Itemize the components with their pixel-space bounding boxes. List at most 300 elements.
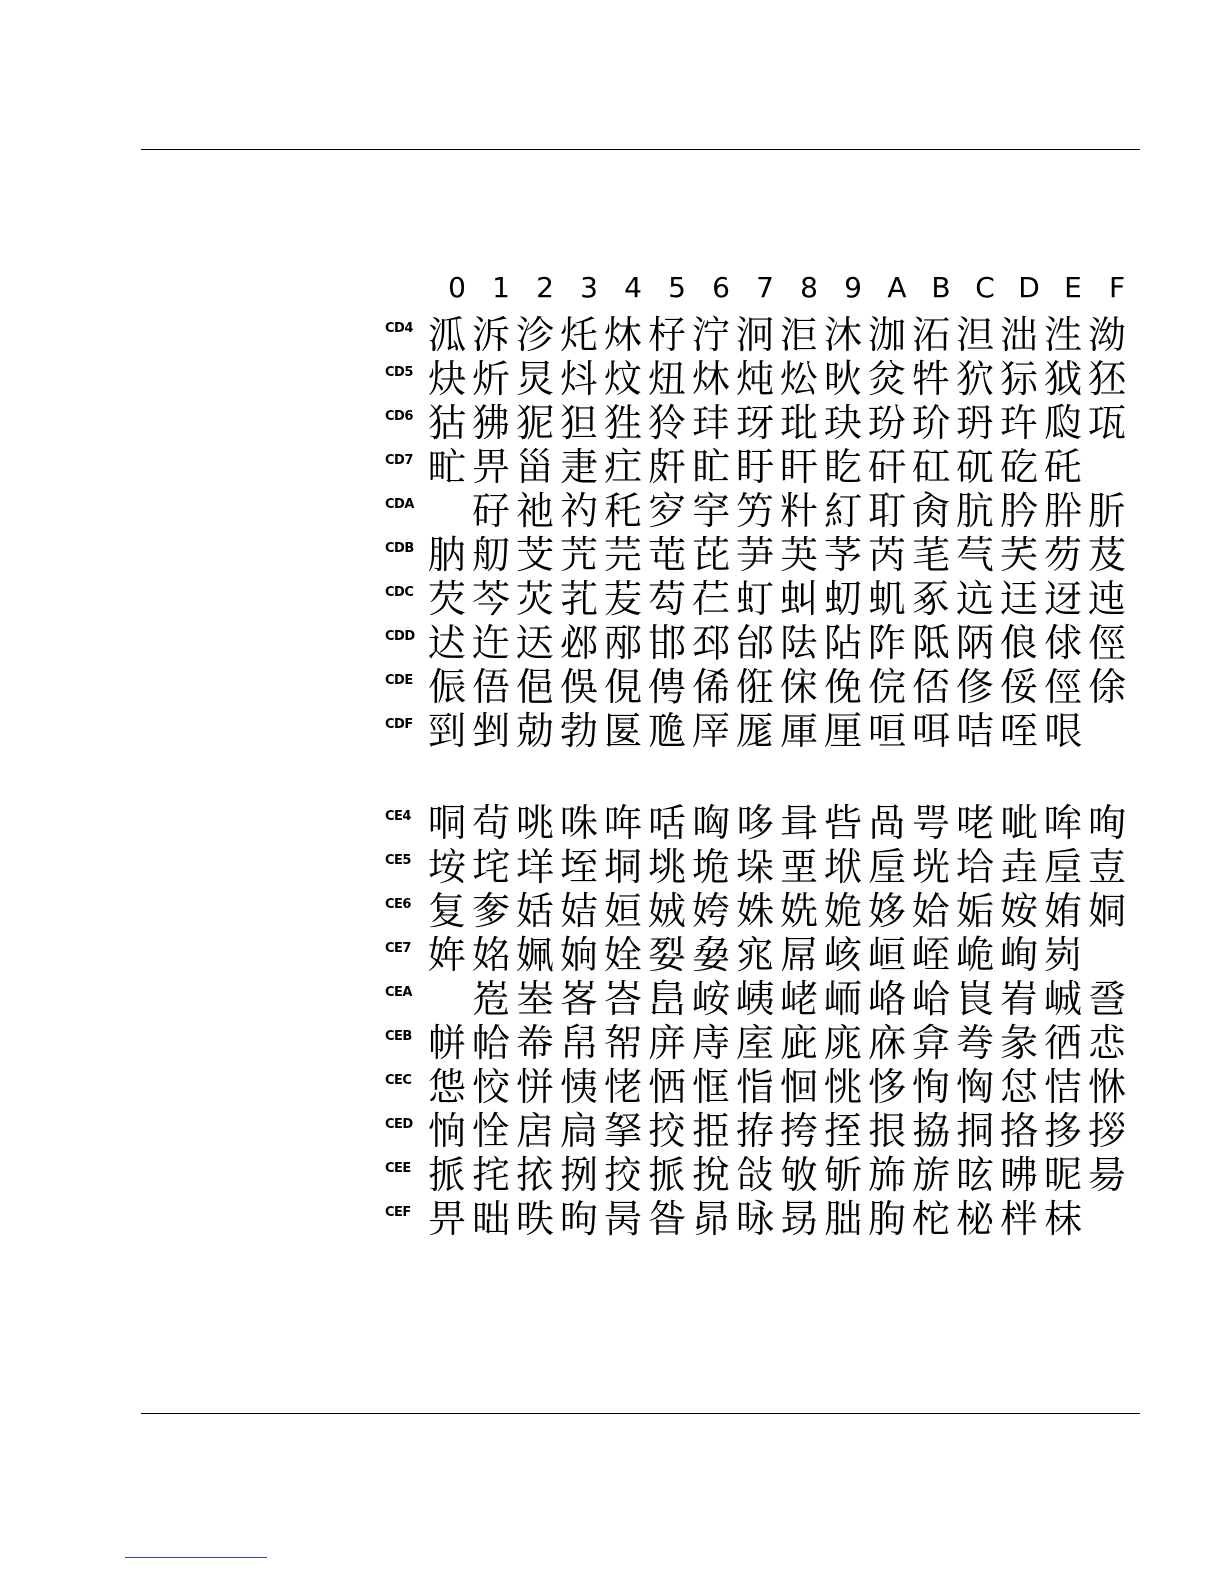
glyph-cell: 峞 <box>471 977 510 1021</box>
column-header-2: 2 <box>536 271 554 304</box>
glyph-cell: 垞 <box>471 845 510 889</box>
table-row <box>385 709 1145 753</box>
glyph-cell: 瓨 <box>1087 401 1126 445</box>
glyph-cell: 枺 <box>1043 1197 1082 1241</box>
glyph-cell: 舠 <box>471 533 510 577</box>
glyph-cell: 矺 <box>1043 445 1082 489</box>
glyph-cell: 恓 <box>647 1065 686 1109</box>
glyph-cell: 狖 <box>955 357 994 401</box>
row-code-label: CED <box>385 1117 413 1132</box>
glyph-cell: 咥 <box>999 709 1038 753</box>
glyph-cell: 姽 <box>823 889 862 933</box>
table-row <box>385 933 1145 977</box>
glyph-cell: 姱 <box>691 889 730 933</box>
glyph-cell: 俇 <box>735 665 774 709</box>
table-row <box>385 313 1145 357</box>
glyph-cell: 肣 <box>999 489 1038 533</box>
glyph-cell: 俢 <box>955 665 994 709</box>
glyph-cell: 狑 <box>647 401 686 445</box>
column-header-e: E <box>1064 271 1082 304</box>
glyph-cell: 恔 <box>471 1065 510 1109</box>
row-code-label: CDF <box>385 717 413 732</box>
glyph-cell: 阺 <box>911 621 950 665</box>
table-row <box>385 977 1145 1021</box>
glyph-cell: 迒 <box>955 577 994 621</box>
glyph-cell: 庤 <box>691 1021 730 1065</box>
table-row <box>385 1021 1145 1065</box>
glyph-cell: 恄 <box>1043 1065 1082 1109</box>
glyph-cell: 挩 <box>691 1153 730 1197</box>
glyph-cell: 拹 <box>911 1109 950 1153</box>
glyph-cell: 甾 <box>515 445 554 489</box>
glyph-cell: 峇 <box>603 977 642 1021</box>
glyph-cell: 恂 <box>911 1065 950 1109</box>
row-code-label: CE4 <box>385 809 411 824</box>
glyph-cell: 挍 <box>647 1109 686 1153</box>
glyph-cell: 泒 <box>427 313 466 357</box>
glyph-cell: 泂 <box>735 313 774 357</box>
table-row <box>385 445 1145 489</box>
glyph-cell: 邴 <box>603 621 642 665</box>
glyph-cell: 勀 <box>515 709 554 753</box>
glyph-cell: 姶 <box>911 889 950 933</box>
glyph-cell: 厙 <box>779 709 818 753</box>
glyph-cell: 芴 <box>1043 533 1082 577</box>
row-code-label: CEA <box>385 985 412 1000</box>
glyph-cell: 垤 <box>559 845 598 889</box>
glyph-cell: 挒 <box>559 1153 598 1197</box>
glyph-cell: 炓 <box>559 357 598 401</box>
glyph-cell: 灹 <box>559 313 598 357</box>
column-header-9: 9 <box>844 271 862 304</box>
glyph-cell: 咭 <box>955 709 994 753</box>
glyph-cell <box>1085 1197 1129 1241</box>
glyph-cell: 弇 <box>911 1021 950 1065</box>
glyph-cell: 勃 <box>559 709 598 753</box>
glyph-cell: 徆 <box>1043 1021 1082 1065</box>
glyph-cell: 峗 <box>955 933 994 977</box>
glyph-cell: 虯 <box>779 577 818 621</box>
glyph-cell: 恟 <box>955 1065 994 1109</box>
glyph-cell: 俉 <box>471 665 510 709</box>
glyph-cell: 挓 <box>471 1153 510 1197</box>
glyph-cell: 昜 <box>1087 1153 1126 1197</box>
glyph-cell: 咾 <box>955 801 994 845</box>
glyph-cell: 狘 <box>1043 357 1082 401</box>
glyph-cell: 姝 <box>735 889 774 933</box>
glyph-cell: 炆 <box>603 357 642 401</box>
column-header-3: 3 <box>580 271 598 304</box>
glyph-cell: 挃 <box>823 1109 862 1153</box>
glyph-cell: 怷 <box>1087 1021 1126 1065</box>
glyph-cell: 芚 <box>647 533 686 577</box>
footnote-rule <box>125 1557 267 1558</box>
column-header-5: 5 <box>668 271 686 304</box>
row-code-label: CD5 <box>385 365 413 380</box>
glyph-cell: 竻 <box>735 489 774 533</box>
glyph-cell: 恅 <box>603 1065 642 1109</box>
glyph-cell: 峈 <box>867 977 906 1021</box>
glyph-cell: 扂 <box>515 1109 554 1153</box>
glyph-cell: 肭 <box>427 533 466 577</box>
code-table-block-cd <box>385 313 1145 753</box>
glyph-cell: 俋 <box>515 665 554 709</box>
glyph-cell: 阼 <box>867 621 906 665</box>
glyph-cell: 泹 <box>955 313 994 357</box>
glyph-cell: 俅 <box>1043 621 1082 665</box>
glyph-cell: 厘 <box>823 709 862 753</box>
row-code-label: CDB <box>385 541 414 556</box>
glyph-cell: 穻 <box>691 489 730 533</box>
glyph-cell: 芡 <box>427 577 466 621</box>
column-header-8: 8 <box>800 271 818 304</box>
table-row <box>385 533 1145 577</box>
glyph-cell: 庛 <box>779 1021 818 1065</box>
glyph-cell: 狔 <box>515 401 554 445</box>
glyph-cell: 肵 <box>1087 489 1126 533</box>
glyph-cell: 芨 <box>1087 533 1126 577</box>
column-header-f: F <box>1108 271 1126 304</box>
glyph-cell: 峎 <box>955 977 994 1021</box>
glyph-cell: 迍 <box>1087 577 1126 621</box>
row-code-label: CDD <box>385 629 415 644</box>
glyph-cell: 恌 <box>823 1065 862 1109</box>
glyph-cell: 狉 <box>1087 357 1126 401</box>
glyph-cell: 恀 <box>867 1065 906 1109</box>
glyph-cell: 沰 <box>911 313 950 357</box>
glyph-cell: 侲 <box>427 665 466 709</box>
glyph-cell: 糽 <box>823 489 862 533</box>
glyph-cell: 宨 <box>735 933 774 977</box>
table-row <box>385 1065 1145 1109</box>
glyph-cell: 邲 <box>559 621 598 665</box>
glyph-cell: 狚 <box>559 401 598 445</box>
footer-rule <box>141 1413 1140 1414</box>
glyph-cell: 哖 <box>603 801 642 845</box>
glyph-cell: 芫 <box>603 533 642 577</box>
row-code-label: CEB <box>385 1029 412 1044</box>
glyph-cell: 昹 <box>735 1197 774 1241</box>
glyph-cell: 豖 <box>911 577 950 621</box>
table-row <box>385 577 1145 621</box>
glyph-cell: 芶 <box>647 577 686 621</box>
glyph-cell: 芺 <box>999 533 1038 577</box>
glyph-cell: 峛 <box>1043 933 1082 977</box>
row-code-label: CE5 <box>385 853 411 868</box>
glyph-cell: 疘 <box>603 445 642 489</box>
column-header-6: 6 <box>712 271 730 304</box>
row-code-label: CD6 <box>385 409 413 424</box>
glyph-cell: 姭 <box>691 933 730 977</box>
glyph-cell: 峉 <box>559 977 598 1021</box>
glyph-cell: 哃 <box>427 801 466 845</box>
glyph-cell: 昝 <box>647 1197 686 1241</box>
glyph-cell: 姡 <box>515 889 554 933</box>
glyph-cell: 沴 <box>515 313 554 357</box>
row-code-label: CDE <box>385 673 413 688</box>
glyph-cell: 俜 <box>647 665 686 709</box>
glyph-cell: 咼 <box>867 801 906 845</box>
glyph-cell: 泑 <box>1087 313 1126 357</box>
glyph-cell: 厖 <box>735 709 774 753</box>
glyph-cell: 虰 <box>735 577 774 621</box>
glyph-cell: 剉 <box>471 709 510 753</box>
glyph-cell: 拶 <box>1087 1109 1126 1153</box>
glyph-cell: 泝 <box>471 313 510 357</box>
glyph-cell: 峓 <box>735 977 774 1021</box>
glyph-cell: 姷 <box>1043 889 1082 933</box>
column-header-4: 4 <box>624 271 642 304</box>
glyph-cell: 斪 <box>823 1153 862 1197</box>
glyph-cell: 瓝 <box>1043 401 1082 445</box>
glyph-cell: 阹 <box>779 621 818 665</box>
glyph-cell: 芘 <box>691 533 730 577</box>
glyph-cell: 祂 <box>515 489 554 533</box>
glyph-cell: 昮 <box>779 1197 818 1241</box>
table-row <box>385 1109 1145 1153</box>
glyph-cell: 柁 <box>911 1197 950 1241</box>
glyph-cell: 俓 <box>1043 665 1082 709</box>
column-header-0: 0 <box>448 271 466 304</box>
glyph-cell: 峖 <box>691 977 730 1021</box>
glyph-cell: 垛 <box>735 845 774 889</box>
glyph-cell: 厗 <box>691 709 730 753</box>
glyph-cell: 芢 <box>691 577 730 621</box>
glyph-cell: 恲 <box>515 1065 554 1109</box>
glyph-cell: 拫 <box>867 1109 906 1153</box>
glyph-cell: 姴 <box>647 933 686 977</box>
glyph-cell: 盱 <box>735 445 774 489</box>
glyph-cell: 籵 <box>779 489 818 533</box>
glyph-cell: 咰 <box>1087 801 1126 845</box>
table-row <box>385 401 1145 445</box>
glyph-cell: 邳 <box>691 621 730 665</box>
row-code-label: CDA <box>385 497 414 512</box>
glyph-cell: 帤 <box>603 1021 642 1065</box>
glyph-cell: 卼 <box>647 709 686 753</box>
glyph-cell: 肮 <box>955 489 994 533</box>
glyph-cell: 姮 <box>603 889 642 933</box>
glyph-cell: 垘 <box>823 845 862 889</box>
glyph-cell: 巹 <box>1087 977 1126 1021</box>
glyph-cell: 玦 <box>823 401 862 445</box>
row-code-label: CE7 <box>385 941 411 956</box>
glyph-cell: 斾 <box>867 1153 906 1197</box>
glyph-cell: 复 <box>427 889 466 933</box>
column-header-7: 7 <box>756 271 774 304</box>
glyph-cell: 恦 <box>427 1109 466 1153</box>
glyph-cell: 峋 <box>999 933 1038 977</box>
glyph-cell: 芵 <box>779 533 818 577</box>
glyph-cell: 迕 <box>471 621 510 665</box>
table-row <box>385 889 1145 933</box>
glyph-cell: 炅 <box>515 357 554 401</box>
glyph-cell: 陃 <box>955 621 994 665</box>
glyph-cell: 昺 <box>603 1197 642 1241</box>
glyph-cell: 俒 <box>867 665 906 709</box>
glyph-cell: 哏 <box>1043 709 1082 753</box>
header-rule <box>141 149 1140 150</box>
glyph-cell: 玭 <box>779 401 818 445</box>
glyph-cell: 恞 <box>559 1065 598 1109</box>
glyph-cell: 玝 <box>999 401 1038 445</box>
glyph-cell: 俁 <box>559 665 598 709</box>
glyph-cell: 姤 <box>955 889 994 933</box>
glyph-cell: 拸 <box>1043 1109 1082 1153</box>
glyph-cell: 狜 <box>427 401 466 445</box>
row-code-label: CDC <box>385 585 414 600</box>
glyph-cell: 恉 <box>735 1065 774 1109</box>
glyph-cell: 狒 <box>471 401 510 445</box>
glyph-cell: 秅 <box>603 489 642 533</box>
glyph-cell: 迓 <box>1043 577 1082 621</box>
glyph-cell: 峘 <box>867 933 906 977</box>
glyph-cell: 芩 <box>471 577 510 621</box>
glyph-cell: 呲 <box>999 801 1038 845</box>
glyph-cell: 泏 <box>999 313 1038 357</box>
glyph-cell: 玢 <box>867 401 906 445</box>
glyph-cell: 咶 <box>647 801 686 845</box>
glyph-cell: 疌 <box>559 445 598 489</box>
glyph-cell: 姼 <box>867 889 906 933</box>
glyph-cell: 姩 <box>427 933 466 977</box>
glyph-cell: 壴 <box>1087 845 1126 889</box>
glyph-cell: 峚 <box>515 977 554 1021</box>
glyph-cell: 姲 <box>999 889 1038 933</box>
glyph-cell: 垗 <box>647 845 686 889</box>
glyph-cell: 垕 <box>867 845 906 889</box>
glyph-cell: 盳 <box>691 445 730 489</box>
glyph-cell: 峌 <box>911 933 950 977</box>
glyph-cell: 柈 <box>999 1197 1038 1241</box>
glyph-cell: 肸 <box>1043 489 1082 533</box>
glyph-cell: 彖 <box>999 1021 1038 1065</box>
glyph-cell: 牪 <box>911 357 950 401</box>
glyph-cell: 邰 <box>735 621 774 665</box>
glyph-cell: 矻 <box>999 445 1038 489</box>
glyph-cell: 炘 <box>471 357 510 401</box>
glyph-cell: 俓 <box>1087 621 1126 665</box>
glyph-cell: 芛 <box>735 533 774 577</box>
glyph-cell: 皯 <box>647 445 686 489</box>
glyph-cell: 帠 <box>559 1021 598 1065</box>
glyph-cell: 怹 <box>427 1065 466 1109</box>
glyph-cell: 芤 <box>559 577 598 621</box>
glyph-cell: 屌 <box>779 933 818 977</box>
glyph-cell: 虮 <box>867 577 906 621</box>
glyph-cell: 挎 <box>779 1109 818 1153</box>
glyph-cell: 呰 <box>823 801 862 845</box>
column-header-b: B <box>931 271 951 304</box>
column-header-a: A <box>887 271 907 304</box>
glyph-cell: 姺 <box>779 889 818 933</box>
row-code-label: CEC <box>385 1073 412 1088</box>
glyph-cell: 俆 <box>1087 665 1126 709</box>
column-header-d: D <box>1018 271 1040 304</box>
glyph-cell: 茍 <box>471 801 510 845</box>
glyph-cell <box>425 977 469 1021</box>
glyph-cell: 泩 <box>1043 313 1082 357</box>
row-code-label: CEF <box>385 1205 411 1220</box>
glyph-cell: 挔 <box>515 1153 554 1197</box>
glyph-cell: 苃 <box>603 577 642 621</box>
glyph-cell: 泞 <box>691 313 730 357</box>
glyph-cell: 盵 <box>823 445 862 489</box>
glyph-cell: 虭 <box>823 577 862 621</box>
glyph-cell <box>1085 709 1129 753</box>
glyph-cell: 芧 <box>823 533 862 577</box>
glyph-cell: 垟 <box>515 845 554 889</box>
glyph-cell: 挏 <box>955 1109 994 1153</box>
glyph-cell: 姵 <box>515 933 554 977</box>
glyph-cell: 矼 <box>911 445 950 489</box>
column-header-1: 1 <box>492 271 510 304</box>
glyph-cell <box>1085 933 1129 977</box>
glyph-cell: 挀 <box>427 1153 466 1197</box>
glyph-cell: 恛 <box>779 1065 818 1109</box>
glyph-cell: 垚 <box>999 845 1038 889</box>
row-code-label: CD7 <box>385 453 413 468</box>
glyph-cell: 昫 <box>559 1197 598 1241</box>
glyph-cell: 昵 <box>1043 1153 1082 1197</box>
glyph-cell: 礿 <box>559 489 598 533</box>
glyph-cell: 敆 <box>735 1153 774 1197</box>
glyph-cell: 昴 <box>691 1197 730 1241</box>
glyph-cell: 朐 <box>867 1197 906 1241</box>
glyph-cell: 峆 <box>911 977 950 1021</box>
glyph-cell: 朏 <box>823 1197 862 1241</box>
glyph-cell: 矹 <box>955 445 994 489</box>
glyph-cell: 姞 <box>559 889 598 933</box>
glyph-cell: 恮 <box>471 1109 510 1153</box>
glyph-cell: 恘 <box>1087 1065 1126 1109</box>
glyph-cell: 俔 <box>603 665 642 709</box>
glyph-cell: 帣 <box>515 1021 554 1065</box>
glyph-cell: 帢 <box>471 1021 510 1065</box>
glyph-cell: 炑 <box>603 313 642 357</box>
glyph-cell: 玬 <box>955 401 994 445</box>
glyph-cell: 剄 <box>427 709 466 753</box>
glyph-cell: 垔 <box>779 845 818 889</box>
glyph-cell: 昢 <box>471 1197 510 1241</box>
table-row <box>385 489 1145 533</box>
glyph-cell: 邯 <box>647 621 686 665</box>
glyph-cell: 咢 <box>911 801 950 845</box>
glyph-cell: 挀 <box>647 1153 686 1197</box>
glyph-cell: 炔 <box>427 357 466 401</box>
glyph-cell: 咮 <box>559 801 598 845</box>
glyph-cell: 芞 <box>955 533 994 577</box>
glyph-cell: 姠 <box>559 933 598 977</box>
glyph-cell: 芠 <box>515 533 554 577</box>
glyph-cell: 穸 <box>647 489 686 533</box>
glyph-cell: 哞 <box>1043 801 1082 845</box>
table-row <box>385 621 1145 665</box>
glyph-cell: 姾 <box>603 933 642 977</box>
glyph-cell: 咡 <box>911 709 950 753</box>
glyph-cell: 俙 <box>691 665 730 709</box>
glyph-cell: 玠 <box>911 401 950 445</box>
glyph-cell: 峟 <box>999 977 1038 1021</box>
table-row <box>385 845 1145 889</box>
row-code-label: CE6 <box>385 897 411 912</box>
glyph-cell: 肏 <box>911 489 950 533</box>
glyph-cell: 扃 <box>559 1109 598 1153</box>
glyph-cell: 垝 <box>691 845 730 889</box>
row-code-label: CEE <box>385 1161 411 1176</box>
glyph-cell: 旂 <box>911 1153 950 1197</box>
glyph-cell: 畀 <box>471 445 510 489</box>
